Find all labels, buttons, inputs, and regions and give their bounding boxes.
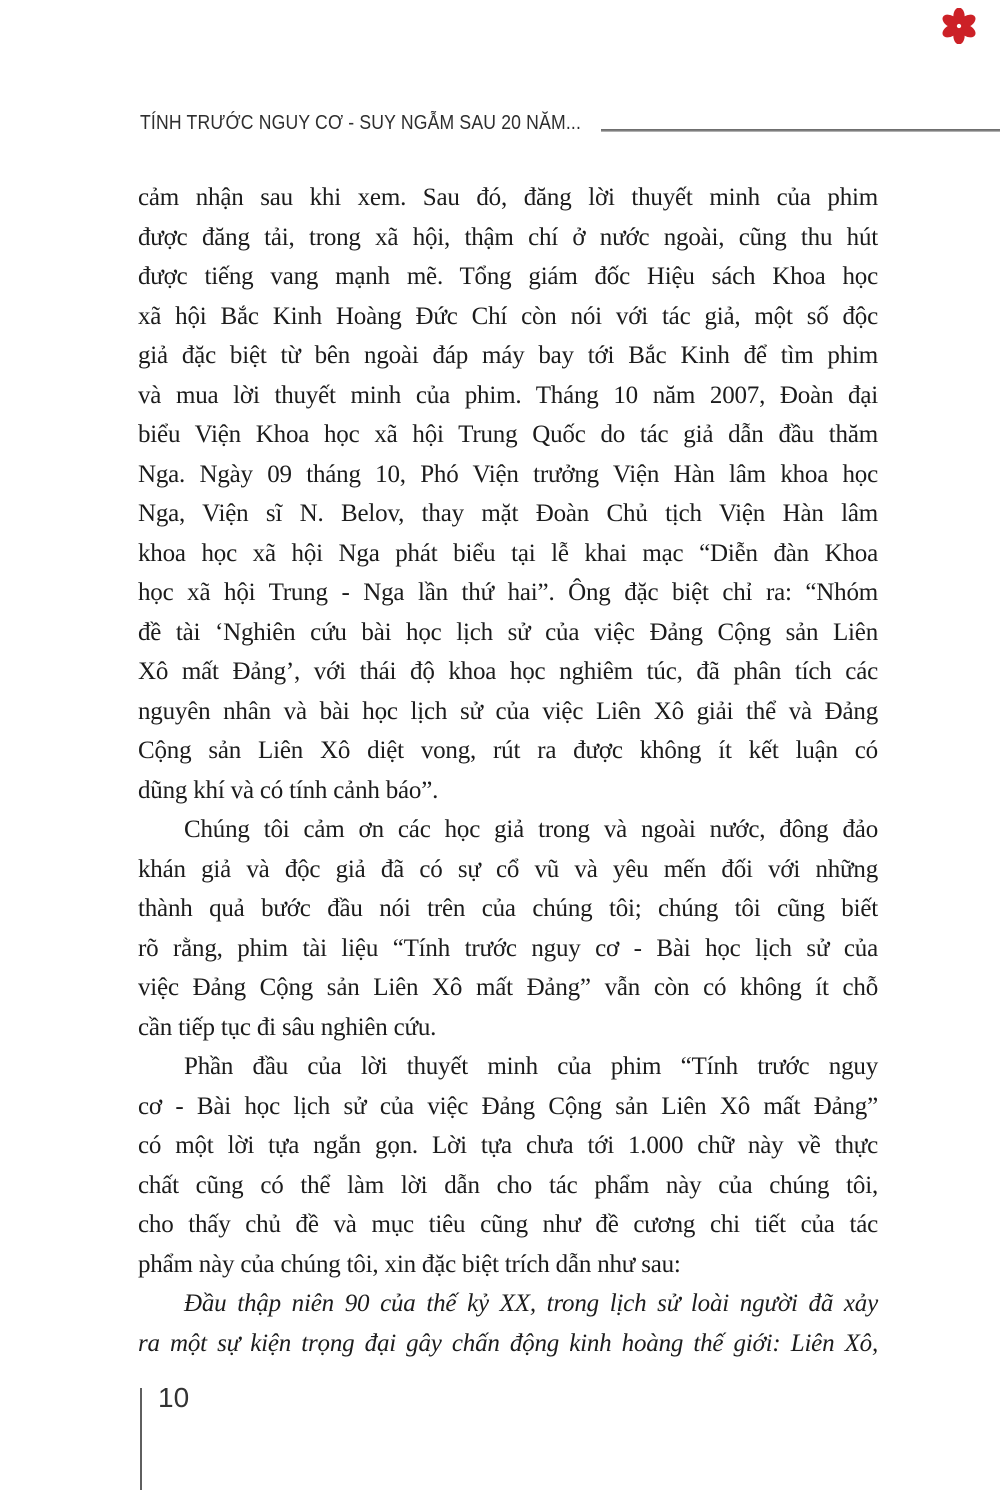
text-line: Xô mất Đảng’, với thái độ khoa học nghiêm túc, đã phân tích các [138, 658, 878, 685]
text-line: thành quả bước đầu nói trên của chúng tôi; chúng tôi cũng biết [138, 895, 878, 922]
text-line: dũng khí và có tính cảnh báo”. [138, 776, 439, 804]
text-line: được đăng tải, trong xã hội, thậm chí ở nước ngoài, cũng thu hút [138, 223, 878, 251]
text-line: Cộng sản Liên Xô diệt vong, rút ra được không ít kết luận có [138, 737, 878, 764]
text-line: cảm nhận sau khi xem. Sau đó, đăng lời thuyết minh của phim [138, 184, 878, 211]
text-line: ra một sự kiện trọng đại gây chấn động kinh hoàng thế giới: Liên Xô, [138, 1329, 878, 1357]
body-text [138, 178, 878, 1363]
header-rule [601, 129, 1000, 132]
text-line: Chúng tôi cảm ơn các học giả trong và ngoài nước, đông đảo [184, 816, 878, 843]
text-line: khoa học xã hội Nga phát biểu tại lễ khai mạc “Diễn đàn Khoa [138, 539, 878, 567]
text-line: có một lời tựa ngắn gọn. Lời tựa chưa tới 1.000 chữ này về thực [138, 1132, 878, 1159]
text-line: biểu Viện Khoa học xã hội Trung Quốc do tác giả dẫn đầu thăm [138, 421, 878, 448]
text-line: Nga. Ngày 09 tháng 10, Phó Viện trưởng Viện Hàn lâm khoa học [138, 460, 878, 488]
text-line: việc Đảng Cộng sản Liên Xô mất Đảng” vẫn còn có không ít chỗ [138, 974, 878, 1001]
text-line: được tiếng vang mạnh mẽ. Tổng giám đốc Hiệu sách Khoa học [138, 263, 878, 290]
text-line: chất cũng có thể làm lời dẫn cho tác phẩm này của chúng tôi, [138, 1171, 878, 1199]
text-line: và mua lời thuyết minh của phim. Tháng 10 năm 2007, Đoàn đại [138, 381, 878, 409]
text-line: khán giả và độc giả đã có sự cổ vũ và yêu mến đối với những [138, 855, 878, 883]
page-number: 10 [158, 1382, 190, 1413]
text-line: giả đặc biệt từ bên ngoài đáp máy bay tới Bắc Kinh để tìm phim [138, 342, 878, 369]
text-line: nguyên nhân và bài học lịch sử của việc Liên Xô giải thể và Đảng [138, 697, 878, 725]
text-line: phẩm này của chúng tôi, xin đặc biệt trích dẫn như sau: [138, 1250, 681, 1278]
text-line: Phần đầu của lời thuyết minh của phim “Tính trước nguy [184, 1053, 878, 1080]
text-line: học xã hội Trung - Nga lần thứ hai”. Ông đặc biệt chỉ ra: “Nhóm [138, 579, 878, 606]
text-line: đề tài ‘Nghiên cứu bài học lịch sử của việc Đảng Cộng sản Liên [138, 618, 878, 646]
text-line: Nga, Viện sĩ N. Belov, thay mặt Đoàn Chủ tịch Viện Hàn lâm [138, 500, 878, 527]
text-line: cơ - Bài học lịch sử của việc Đảng Cộng sản Liên Xô mất Đảng” [138, 1092, 878, 1120]
text-line: rõ rằng, phim tài liệu “Tính trước nguy cơ - Bài học lịch sử của [138, 934, 878, 962]
text-line: xã hội Bắc Kinh Hoàng Đức Chí còn nói với tác giả, một số độc [138, 302, 878, 330]
text-line: cho thấy chủ đề và mục tiêu cũng như đề cương chi tiết của tác [138, 1211, 878, 1238]
footer-rule [140, 1388, 142, 1490]
flower-icon [941, 8, 977, 44]
running-header [140, 112, 1000, 135]
text-line: cần tiếp tục đi sâu nghiên cứu. [138, 1013, 437, 1041]
text-line: Đầu thập niên 90 của thế kỷ XX, trong lịch sử loài người đã xảy [184, 1290, 878, 1317]
header-title: TÍNH TRƯỚC NGUY CƠ - SUY NGẪM SAU 20 NĂM... [140, 112, 582, 134]
